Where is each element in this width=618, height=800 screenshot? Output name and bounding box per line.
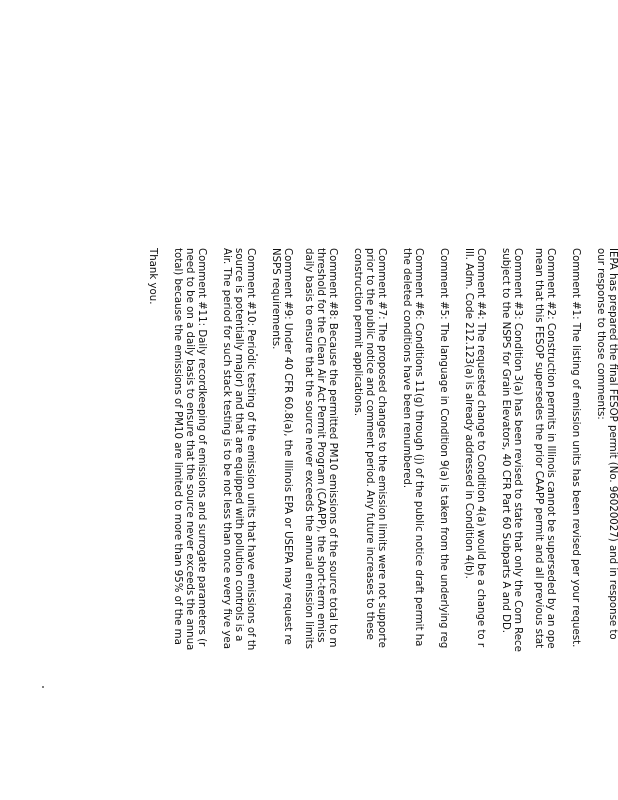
intro-line: IEPA has prepared the final FESOP permit (No. 96020027) and in response to bbox=[607, 248, 618, 640]
comment-line: Comment #11: Daily recordkeeping of emissions and surrogate parameters (r bbox=[196, 248, 207, 647]
comment-line: NSPS requirements. bbox=[270, 248, 281, 350]
comment-line: Comment #5: The language in Condition 9(a) is taken from the underlying reg bbox=[438, 248, 449, 649]
comment-3 bbox=[499, 248, 523, 800]
comment-2 bbox=[532, 248, 556, 800]
comment-line: Comment #2: Construction permits in Illinois cannot be superseded by an ope bbox=[545, 248, 556, 649]
comment-1 bbox=[569, 248, 581, 800]
comment-line: source is potentially major) and that are equipped with pollution controls is a bbox=[233, 248, 244, 642]
comment-4 bbox=[462, 248, 486, 800]
scan-speck bbox=[42, 686, 44, 688]
comment-line: Comment #4: The requested change to Condition 4(a) would be a change to r bbox=[475, 248, 486, 648]
comment-11 bbox=[171, 248, 207, 800]
comment-line: Ill. Adm. Code 212.123(a) is already addressed in Condition 4(b). bbox=[463, 248, 474, 579]
comment-7 bbox=[351, 248, 387, 800]
comment-line: construction permit applications. bbox=[352, 248, 363, 417]
comment-line: Air. The period for such stack testing is to be not less than once every five yea bbox=[221, 248, 232, 649]
comment-5 bbox=[437, 248, 449, 800]
comment-8 bbox=[302, 248, 338, 800]
comment-6 bbox=[400, 248, 424, 800]
comment-10 bbox=[220, 248, 256, 800]
intro-line: our response to those comments: bbox=[595, 248, 606, 420]
comment-line: need to be on a daily basis to ensure that the source never exceeds the annua bbox=[184, 248, 195, 651]
comment-line: total) because the emissions of PM10 are limited to more than 95% of the ma bbox=[172, 248, 183, 645]
rotated-letter-body bbox=[146, 248, 618, 800]
comment-line: Comment #9: Under 40 CFR 60.8(a), the Illinois EPA or USEPA may request re bbox=[282, 248, 293, 645]
comment-line: Comment #7: The proposed changes to the emission limits were not supporte bbox=[376, 248, 387, 648]
comment-line: Comment #8: Because the permitted PM10 emissions of the source total to m bbox=[327, 248, 338, 648]
comment-line: Comment #1: The listing of emission units has been revised per your request. bbox=[570, 248, 581, 648]
comment-line: Comment #6: Conditions 11(g) through (j) of the public notice draft permit ha bbox=[413, 248, 424, 647]
comment-line: prior to the public notice and comment period. Any future increases to these bbox=[364, 248, 375, 640]
comment-line: Comment #10: Periodic testing of the emission units that have emissions of th bbox=[245, 248, 256, 651]
comment-line: mean that this FESOP supersedes the prior CAAPP permit and all previous stat bbox=[533, 248, 544, 649]
comment-line: subject to the NSPS for Grain Elevators, 40 CFR Part 60 Subparts A and DD. bbox=[500, 248, 511, 634]
comment-line: threshold for the Clean Air Act Permit Program (CAAPP), the short-term emiss bbox=[315, 248, 326, 643]
closing-line: Thank you. bbox=[147, 248, 158, 305]
comment-9 bbox=[269, 248, 293, 800]
comment-line: daily basis to ensure that the source never exceeds the annual emission limits bbox=[303, 248, 314, 649]
comment-line: Comment #3: Condition 3(a) has been revised to state that only the Corn Rece bbox=[512, 248, 523, 652]
comment-line: the deleted conditions have been renumbered. bbox=[401, 248, 412, 489]
